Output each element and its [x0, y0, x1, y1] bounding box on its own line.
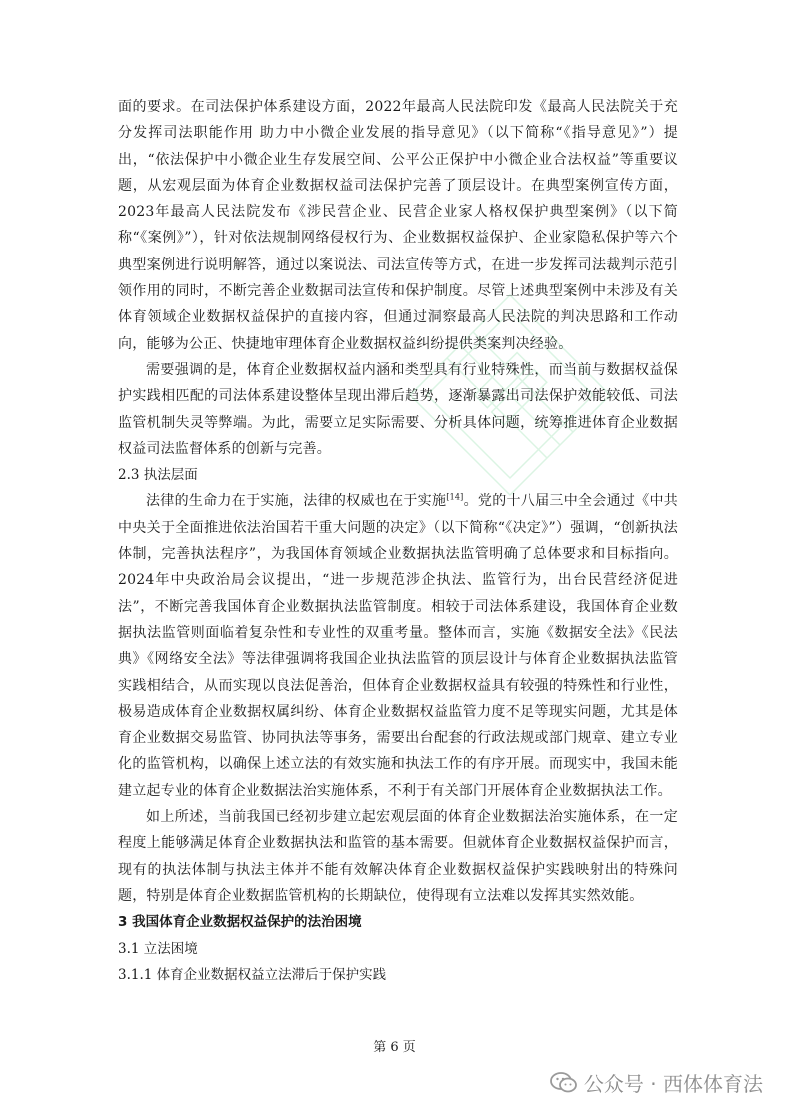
- section-heading-3-1: 3.1 立法困境: [118, 940, 198, 957]
- citation-ref-14: [14]: [446, 492, 464, 502]
- wechat-icon: [550, 1071, 578, 1095]
- section-heading-2-3: 2.3 执法层面: [118, 467, 198, 484]
- paragraph-enforcement-rest: 。党的十八届三中全会通过《中共中央关于全面推进依法治国若干重大问题的决定》（以下简称“《决定》”）强调，“创新执法体制，完善执法程序”，为我国体育领域企业数据执法监管明确了总体要求和目标指向。2024年中央政治局会议提出，“进一步规范涉企执法、监管行为，出台民营经济促进法”，不断完善我国体育企业数据执法监管制度。相较于司法体系建设，我国体育企业数据执法监管则面临着复杂性和专业性的双重考量。整体而言，实施《数据安全法》《民法典》《网络安全法》等法律强调将我国企业执法监管的顶层设计与体育企业数据执法监管实践相结合，从而实现以良法促善治，但体育企业数据权益具有较强的特殊性和行业性，极易造成体育企业数据权属纠纷、体育企业数据权益监管力度不足等现实问题，尤其是体育企业数据交易监管、协同执法等事务，需要出台配套的行政法规或部门规章、建立专业化的监管机构，以确保上述立法的有效实施和执法工作的有序开展。而现实中，我国未能建立起专业的体育企业数据法治实施体系，不利于有关部门开展体育企业数据执法工作。: [118, 493, 678, 799]
- paragraph-enforcement: [118, 488, 678, 804]
- wechat-watermark: [550, 1068, 763, 1097]
- paragraph-enforcement-lead: 法律的生命力在于实施，法律的权威也在于实施: [146, 493, 447, 510]
- chapter-heading-3: 3 我国体育企业数据权益保护的法治困境: [118, 914, 362, 931]
- paragraph-emphasis: 需要强调的是，体育企业数据权益内涵和类型具有行业特殊性，而当前与数据权益保护实践相匹配的司法体系建设整体呈现出滞后趋势，逐渐暴露出司法保护效能较低、司法监管机制失灵等弊端。为此，需要立足实际需要、分析具体问题，统筹推进体育企业数据权益司法监督体系的创新与完善。: [118, 361, 678, 457]
- subsection-heading-3-1-1: 3.1.1 体育企业数据权益立法滞后于保护实践: [118, 966, 387, 983]
- page-number: 第 6 页: [373, 1040, 416, 1055]
- document-body: [118, 94, 678, 988]
- wechat-account-label: 公众号 · 西体体育法: [583, 1072, 763, 1096]
- paragraph-judicial-protection: 面的要求。在司法保护体系建设方面，2022年最高人民法院印发《最高人民法院关于充分发挥司法职能作用 助力中小微企业发展的指导意见》（以下简称“《指导意见》”）提出，“依法保护中小微企业生存发展空间、公平公正保护中小微企业合法权益”等重要议题，从宏观层面为体育企业数据权益司法保护完善了顶层设计。在典型案例宣传方面，2023年最高人民法院发布《涉民营企业、民营企业家人格权保护典型案例》（以下简称“《案例》”），针对依法规制网络侵权行为、企业数据权益保护、企业家隐私保护等六个典型案例进行说明解答，通过以案说法、司法宣传等方式，在进一步发挥司法裁判示范引领作用的同时，不断完善企业数据司法宣传和保护制度。尽管上述典型案例中未涉及有关体育领域企业数据权益保护的直接内容，但通过洞察最高人民法院的判决思路和工作动向，能够为公正、快捷地审理体育企业数据权益纠纷提供类案判决经验。: [118, 99, 678, 352]
- paragraph-summary: 如上所述，当前我国已经初步建立起宏观层面的体育企业数据法治实施体系，在一定程度上能够满足体育企业数据执法和监管的基本需要。但就体育企业数据权益保护而言，现有的执法体制与执法主体并不能有效解决体育企业数据权益保护实践映射出的特殊问题，特别是体育企业数据监管机构的长期缺位，使得现有立法难以发挥其实然效能。: [118, 809, 678, 904]
